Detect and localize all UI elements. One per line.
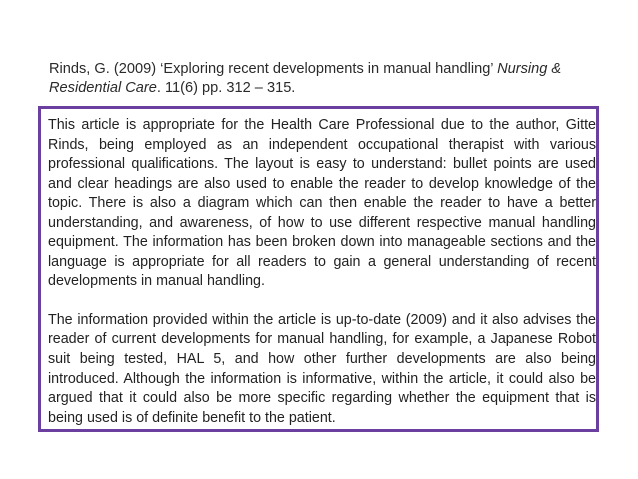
- review-paragraph-2: The information provided within the article is up-to-date (2009) and it also advises the reader of current developments for manual handling, for example, a Japanese Robot suit being tested, HAL 5, and how other further developments are also being introduced. Although the information is informative, within the article, it could also be argued that it could also be more specific regarding whether the equipment that is being used is of definite benefit to the patient.: [48, 311, 596, 426]
- citation-volume-pages: . 11(6) pp. 312 – 315.: [156, 80, 296, 96]
- review-text-block: [48, 116, 596, 428]
- citation-author-title: Rinds, G. (2009) ‘Exploring recent developments in manual handling’: [49, 61, 498, 77]
- citation-reference: [49, 60, 609, 98]
- citation-journal-name: Nursing & Residential Care: [49, 61, 562, 96]
- review-paragraph-1: This article is appropriate for the Health Care Professional due to the author, Gitte Rinds, being employed as an independent occupational therapist with various professional qualifications. The layout is easy to understand: bullet points are used and clear headings are also used to enable the reader to develop knowledge of the topic. There is also a diagram which can then enable the reader to have a better understanding, and awareness, of how to use different respective manual handling equipment. The information has been broken down into manageable sections and the language is appropriate for all readers to gain a general understanding of recent developments in manual handling.: [48, 117, 596, 290]
